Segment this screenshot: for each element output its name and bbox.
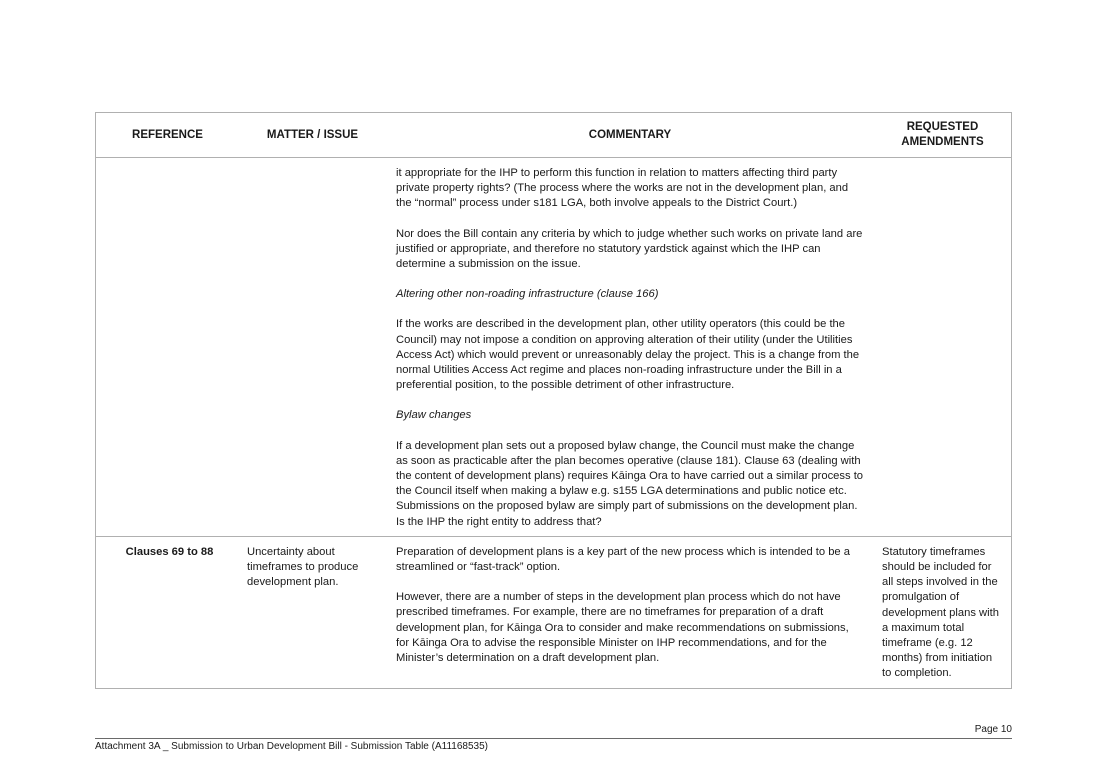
header-reference: REFERENCE: [96, 113, 239, 158]
row-commentary: [386, 536, 874, 687]
row-reference: Clauses 69 to 88: [96, 536, 239, 687]
commentary-paragraph: If the works are described in the development plan, other utility operators (this could be the Council) may not impose a condition on approving alteration of their utility (under the Utilities Access Act) which would prevent or unreasonably delay the project. This is a change from the normal Utilities Access Act regime and places non-roading infrastructure under the Bill in a preferential position, to the possible detriment of other infrastructure.: [396, 318, 860, 392]
submission-table: [95, 112, 1012, 689]
header-amendments: REQUESTED AMENDMENTS: [874, 113, 1011, 158]
commentary-paragraph: Preparation of development plans is a key part of the new process which is intended to be a streamlined or “fast-track” option.: [396, 545, 850, 574]
header-commentary: COMMENTARY: [386, 113, 874, 158]
footer-divider: [95, 738, 1012, 739]
row-matter: [239, 158, 386, 537]
row-commentary: [386, 158, 874, 537]
row-amendments: Statutory timeframes should be included for all steps involved in the promulgation of development plans with a maximum total timeframe (e.g. 12 months) from initiation to completion.: [874, 536, 1011, 687]
footer-text: Attachment 3A _ Submission to Urban Development Bill - Submission Table (A11168535): [95, 741, 488, 752]
commentary-paragraph: it appropriate for the IHP to perform this function in relation to matters affecting third party private property rights? (The process where the works are not in the development plan, and the “normal” process under s181 LGA, both involve appeals to the District Court.): [396, 167, 849, 210]
header-matter: MATTER / ISSUE: [239, 113, 386, 158]
table-row: [96, 158, 1011, 537]
table-row: [96, 536, 1011, 687]
row-matter: Uncertainty about timeframes to produce development plan.: [239, 536, 386, 687]
commentary-subheading: Bylaw changes: [396, 409, 472, 422]
page-number: Page 10: [974, 724, 1012, 735]
commentary-subheading: Altering other non-roading infrastructure (clause 166): [396, 288, 659, 301]
commentary-paragraph: If a development plan sets out a proposed bylaw change, the Council must make the change as soon as practicable after the plan becomes operative (clause 181). Clause 63 (dealing with the content of development plans) requires Kāinga Ora to have carried out a similar process to the Council itself when making a bylaw e.g. s155 LGA determinations and public notice etc. Submissions on the proposed bylaw are simply part of submissions on the development plan. Is the IHP the right entity to address that?: [396, 439, 864, 528]
commentary-paragraph: However, there are a number of steps in the development plan process which do not have prescribed timeframes. For example, there are no timeframes for preparation of a draft development plan, for Kāinga Ora to consider and make recommendations on submissions, for Kāinga Ora to advise the responsible Minister on IHP recommendations, and for the Minister’s determination on a draft development plan.: [396, 591, 849, 665]
row-amendments: [874, 158, 1011, 537]
row-reference: [96, 158, 239, 537]
table-header-row: [96, 113, 1011, 158]
commentary-paragraph: Nor does the Bill contain any criteria by which to judge whether such works on private land are justified or appropriate, and therefore no statutory yardstick against which the IHP can determine a submission on the issue.: [396, 227, 863, 271]
